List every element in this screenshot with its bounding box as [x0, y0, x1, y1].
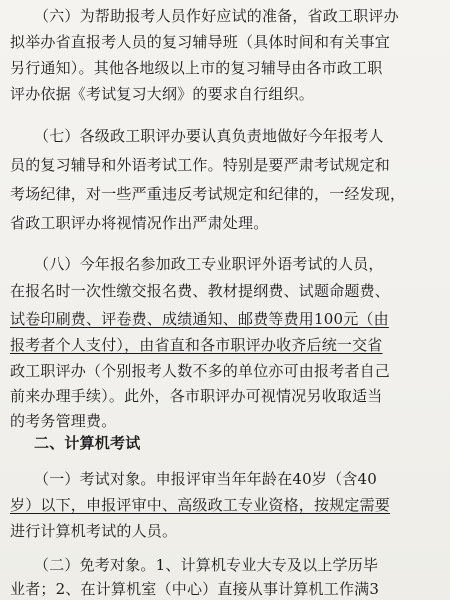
paragraph-8-line-6: 前来办理手续）。此外，各市职评办可视情况另收取适当 [10, 387, 383, 405]
paragraph-8-line-3: 试卷印刷费、评卷费、成绩通知、邮费等费用100元（由 [10, 310, 389, 328]
paragraph-8-line-2: 在报名时一次性缴交报名费、教材提纲费、试题命题费、 [10, 282, 391, 300]
paragraph-7-line-3: 考场纪律，对一些严重违反考试规定和纪律的，一经发现， [10, 185, 406, 203]
paragraph-2-line-1: （二）免考对象。1、计算机专业大专及以上学历毕 [34, 556, 379, 574]
section-heading-computer-exam: 二、计算机考试 [34, 434, 141, 452]
paragraph-7-line-2: 员的复习辅导和外语考试工作。特别是要严肃考试规定和 [10, 156, 391, 174]
paragraph-8-line-5: 政工职评办（个别报考人数不多的单位亦可由报考者自己 [10, 362, 391, 380]
paragraph-6-line-1: （六）为帮助报考人员作好应试的准备，省政工职评办 [34, 7, 399, 25]
paragraph-1-line-1: （一）考试对象。申报评审当年年龄在40岁（含40 [34, 470, 377, 488]
paragraph-1-line-2: 岁）以下，申报评审中、高级政工专业资格，按规定需要 [10, 496, 391, 514]
paragraph-2-line-2: 业者；2、在计算机室（中心）直接从事计算机工作满3 [10, 580, 380, 598]
paragraph-6-line-4: 评办依据《考试复习大纲》的要求自行组织。 [10, 85, 315, 103]
paragraph-1-line-3: 进行计算机考试的人员。 [10, 522, 178, 540]
paragraph-8-line-7: 的考务管理费。 [10, 412, 117, 430]
paragraph-6-line-3: 另行通知）。其他各地级以上市的复习辅导由各市政工职 [10, 59, 383, 77]
paragraph-8-line-1: （八）今年报名参加政工专业职评外语考试的人员， [34, 255, 384, 273]
paragraph-8-line-4: 报考者个人支付），由省直和各市职评办收齐后统一交省 [10, 336, 383, 354]
paragraph-7-line-4: 省政工职评办将视情况作出严肃处理。 [10, 214, 269, 232]
paragraph-7-line-1: （七）各级政工职评办要认真负责地做好今年报考人 [34, 127, 384, 145]
paragraph-6-line-2: 拟举办省直报考人员的复习辅导班（具体时间和有关事宜 [10, 33, 391, 51]
